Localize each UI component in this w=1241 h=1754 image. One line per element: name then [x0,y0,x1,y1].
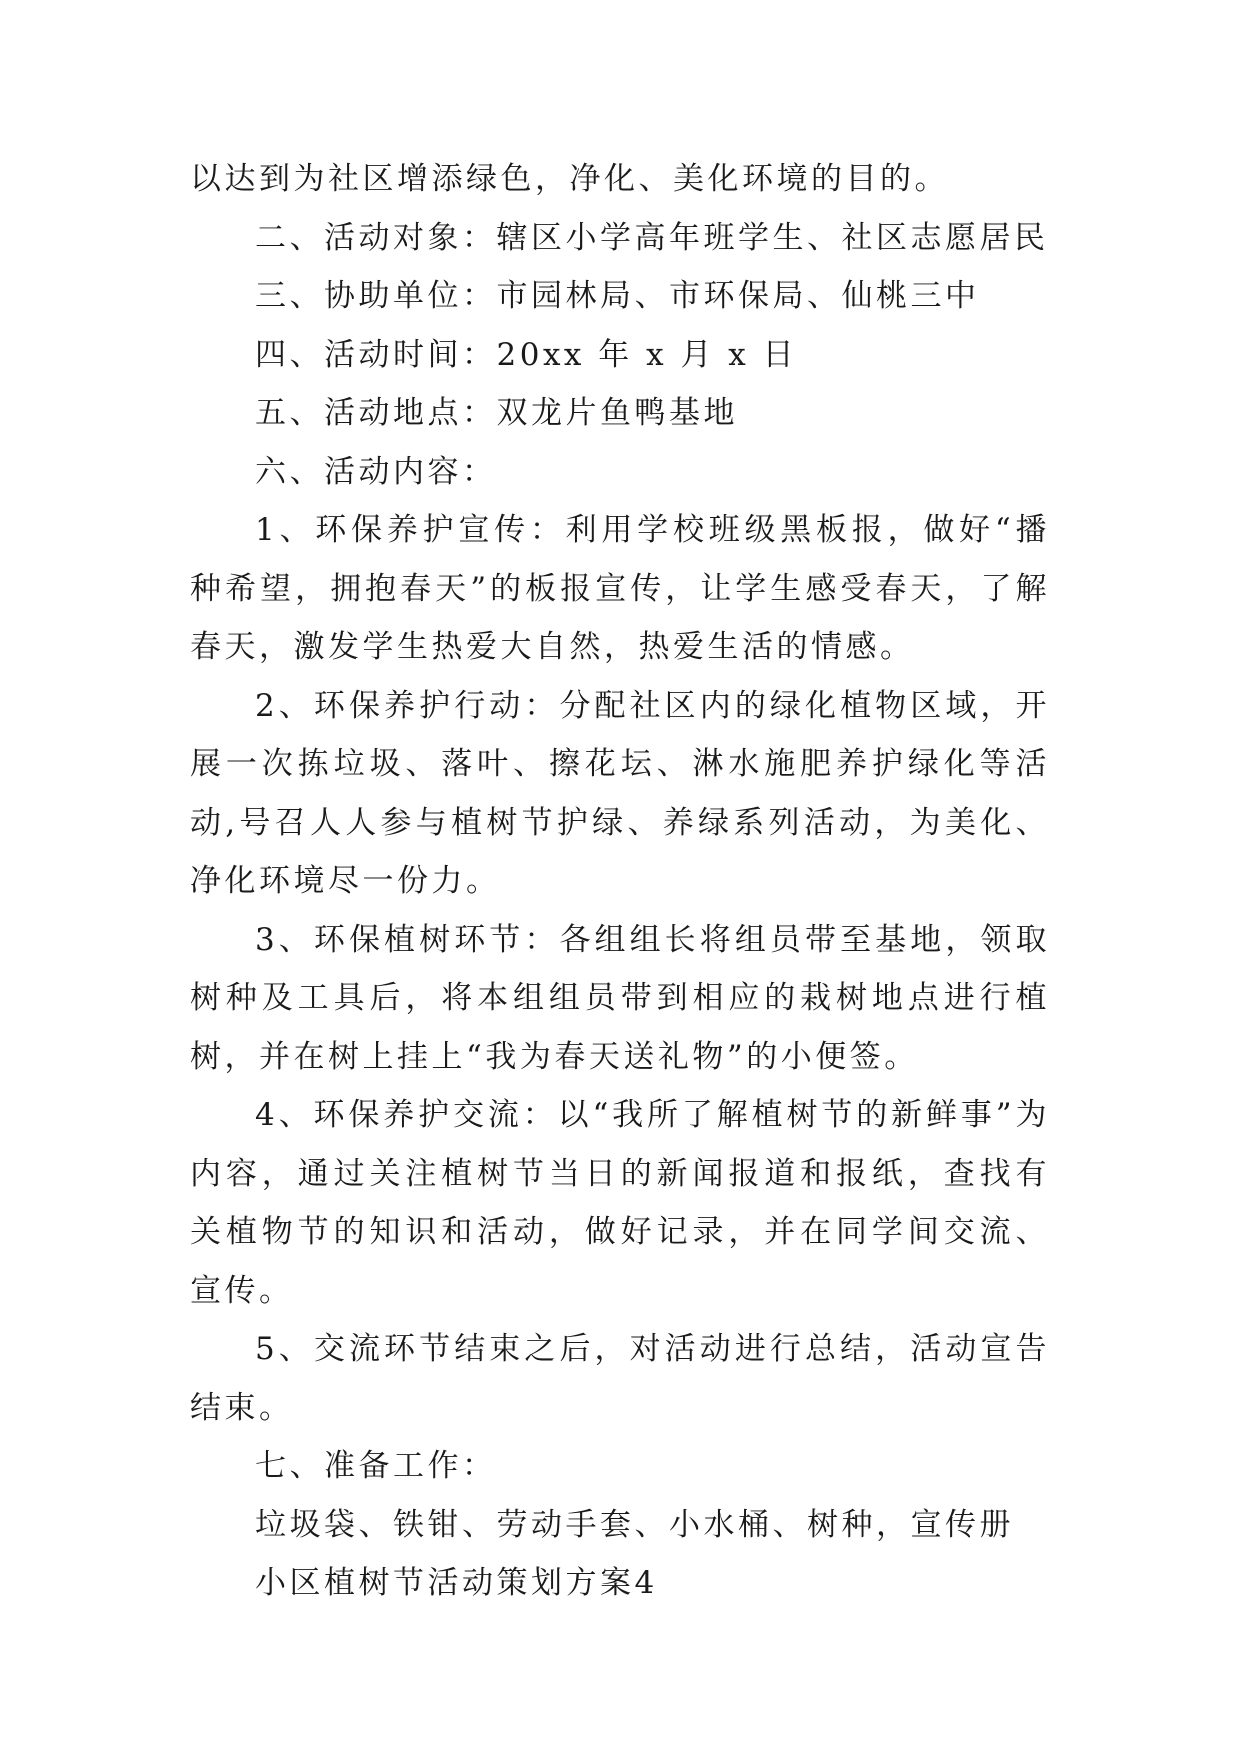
document-body [190,150,1050,1613]
paragraph-intro-continuation: 以达到为社区增添绿色，净化、美化环境的目的。 [190,161,949,197]
paragraph-preparation-heading: 七、准备工作： [255,1448,497,1484]
paragraph-item-5-summary: 5、交流环节结束之后，对活动进行总结，活动宣告结束。 [190,1331,1050,1426]
paragraph-activity-time: 四、活动时间：20xx 年 x 月 x 日 [255,336,798,373]
paragraph-activity-location: 五、活动地点：双龙片鱼鸭基地 [255,395,738,431]
paragraph-item-1-publicity: 1、环保养护宣传：利用学校班级黑板报，做好“播种希望，拥抱春天”的板报宣传，让学生感受春天，了解春天，激发学生热爱大自然，热爱生活的情感。 [190,512,1050,665]
paragraph-item-3-planting: 3、环保植树环节：各组组长将组员带至基地，领取树种及工具后，将本组组员带到相应的栽树地点进行植树，并在树上挂上“我为春天送礼物”的小便签。 [190,921,1050,1075]
paragraph-assisting-units: 三、协助单位：市园林局、市环保局、仙桃三中 [255,278,980,314]
paragraph-item-4-exchange: 4、环保养护交流：以“我所了解植树节的新鲜事”为内容，通过关注植树节当日的新闻报道和报纸，查找有关植物节的知识和活动，做好记录，并在同学间交流、宣传。 [190,1097,1050,1309]
paragraph-activity-content-heading: 六、活动内容： [255,453,497,490]
paragraph-activity-target: 二、活动对象：辖区小学高年班学生、社区志愿居民 [255,219,1049,256]
paragraph-next-plan-title: 小区植树节活动策划方案4 [255,1565,658,1601]
paragraph-item-2-action: 2、环保养护行动：分配社区内的绿化植物区域，开展一次拣垃圾、落叶、擦花坛、淋水施肥养护绿化等活动,号召人人参与植树节护绿、养绿系列活动，为美化、净化环境尽一份力。 [190,687,1050,899]
paragraph-preparation-list: 垃圾袋、铁钳、劳动手套、小水桶、树种，宣传册 [255,1506,1014,1543]
